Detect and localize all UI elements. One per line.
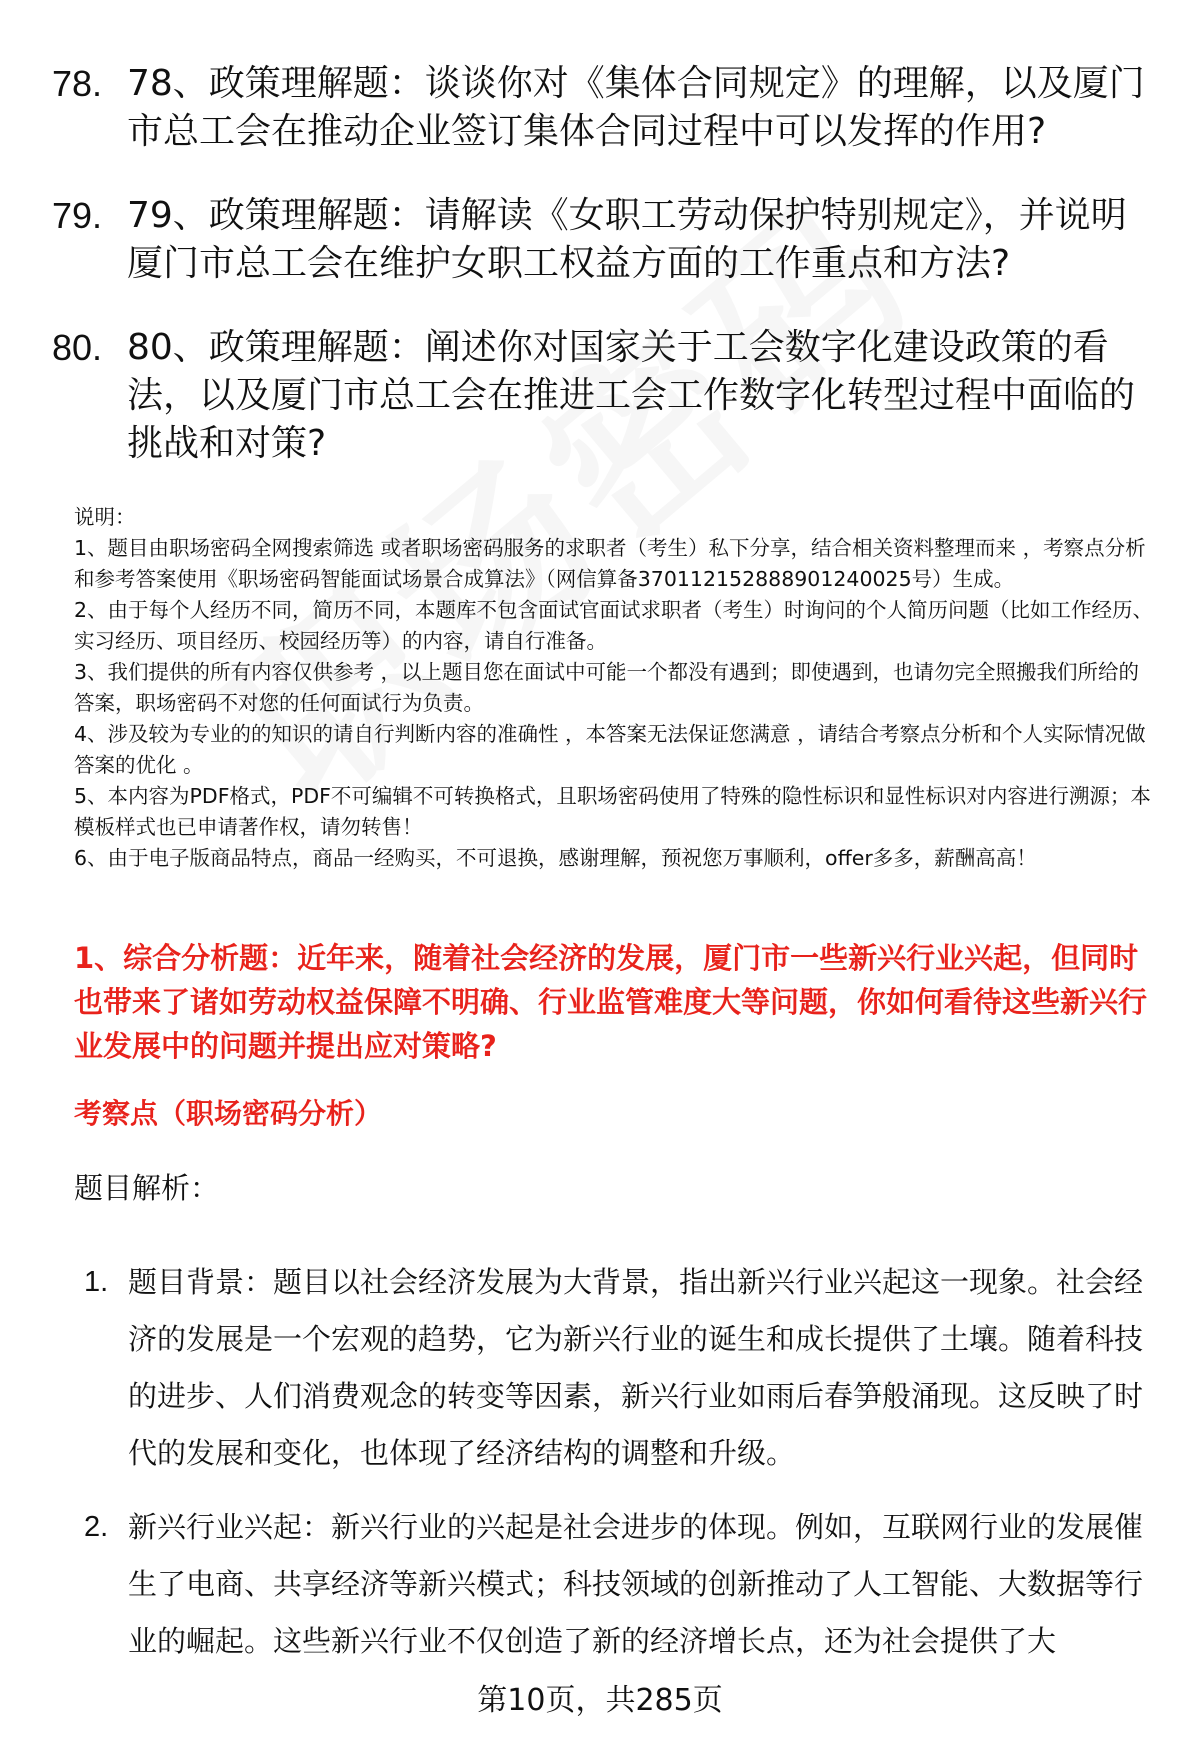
analysis-text: 题目背景：题目以社会经济发展为大背景，指出新兴行业兴起这一现象。社会经济的发展是一个宏观的趋势，它为新兴行业的诞生和成长提供了土壤。随着科技的进步、人们消费观念的转变等因素，新兴行业如雨后春笋般涌现。这反映了时代的发展和变化，也体现了经济结构的调整和升级。 (128, 1265, 1144, 1470)
question-number: 78. (52, 63, 103, 104)
note-item: 3、我们提供的所有内容仅供参考 ，以上题目您在面试中可能一个都没有遇到；即使遇到，也请勿完全照搬我们所给的答案，职场密码不对您的任何面试行为负责。 (74, 660, 1140, 715)
analysis-item (84, 1499, 1159, 1670)
question-list (52, 60, 1162, 504)
question-number: 79. (52, 195, 103, 236)
note-item: 4、涉及较为专业的的知识的请自行判断内容的准确性 ，本答案无法保证您满意 ，请结合考察点分析和个人实际情况做答案的优化 。 (74, 722, 1146, 777)
exam-point-heading: 考察点（职场密码分析） (74, 1097, 383, 1130)
question-item (52, 324, 1162, 468)
question-text: 80、政策理解题：阐述你对国家关于工会数字化建设政策的看法，以及厦门市总工会在推进工会工作数字化转型过程中面临的挑战和对策? (127, 327, 1136, 464)
question-item (52, 60, 1162, 156)
notes-title: 说明： (74, 505, 136, 529)
question-text: 78、政策理解题：谈谈你对《集体合同规定》的理解，以及厦门市总工会在推动企业签订集体合同过程中可以发挥的作用? (127, 63, 1145, 152)
analysis-list (84, 1254, 1159, 1687)
note-item: 6、由于电子版商品特点，商品一经购买，不可退换，感谢理解，预祝您万事顺利，offer多多，薪酬高高！ (74, 846, 1037, 870)
analysis-item (84, 1254, 1159, 1482)
notes-section (74, 502, 1159, 874)
analysis-number: 1. (84, 1266, 109, 1298)
note-item: 2、由于每个人经历不同，简历不同，本题库不包含面试官面试求职者（考生）时询问的个人简历问题（比如工作经历、实习经历、项目经历、校园经历等）的内容，请自行准备。 (74, 598, 1154, 653)
note-item: 1、题目由职场密码全网搜索筛选 或者职场密码服务的求职者（考生）私下分享，结合相关资料整理而来 ，考察点分析和参考答案使用《职场密码智能面试场景合成算法》（网信算备370112152888901240025号）生成。 (74, 536, 1146, 591)
note-item: 5、本内容为PDF格式，PDF不可编辑不可转换格式，且职场密码使用了特殊的隐性标识和显性标识对内容进行溯源；本模板样式也已申请著作权，请勿转售！ (74, 784, 1151, 839)
question-number: 80. (52, 327, 103, 368)
analysis-label: 题目解析： (74, 1171, 220, 1205)
question-item (52, 192, 1162, 288)
analysis-text: 新兴行业兴起：新兴行业的兴起是社会进步的体现。例如，互联网行业的发展催生了电商、共享经济等新兴模式；科技领域的创新推动了人工智能、大数据等行业的崛起。这些新兴行业不仅创造了新的经济增长点，还为社会提供了大 (128, 1510, 1144, 1658)
question-text: 79、政策理解题：请解读《女职工劳动保护特别规定》，并说明厦门市总工会在维护女职工权益方面的工作重点和方法? (127, 195, 1127, 284)
analysis-number: 2. (84, 1511, 109, 1543)
page-footer: 第10页，共285页 (477, 1683, 723, 1718)
main-question-heading: 1、综合分析题：近年来，随着社会经济的发展，厦门市一些新兴行业兴起，但同时也带来了诸如劳动权益保障不明确、行业监管难度大等问题，你如何看待这些新兴行业发展中的问题并提出应对策略? (74, 941, 1148, 1063)
